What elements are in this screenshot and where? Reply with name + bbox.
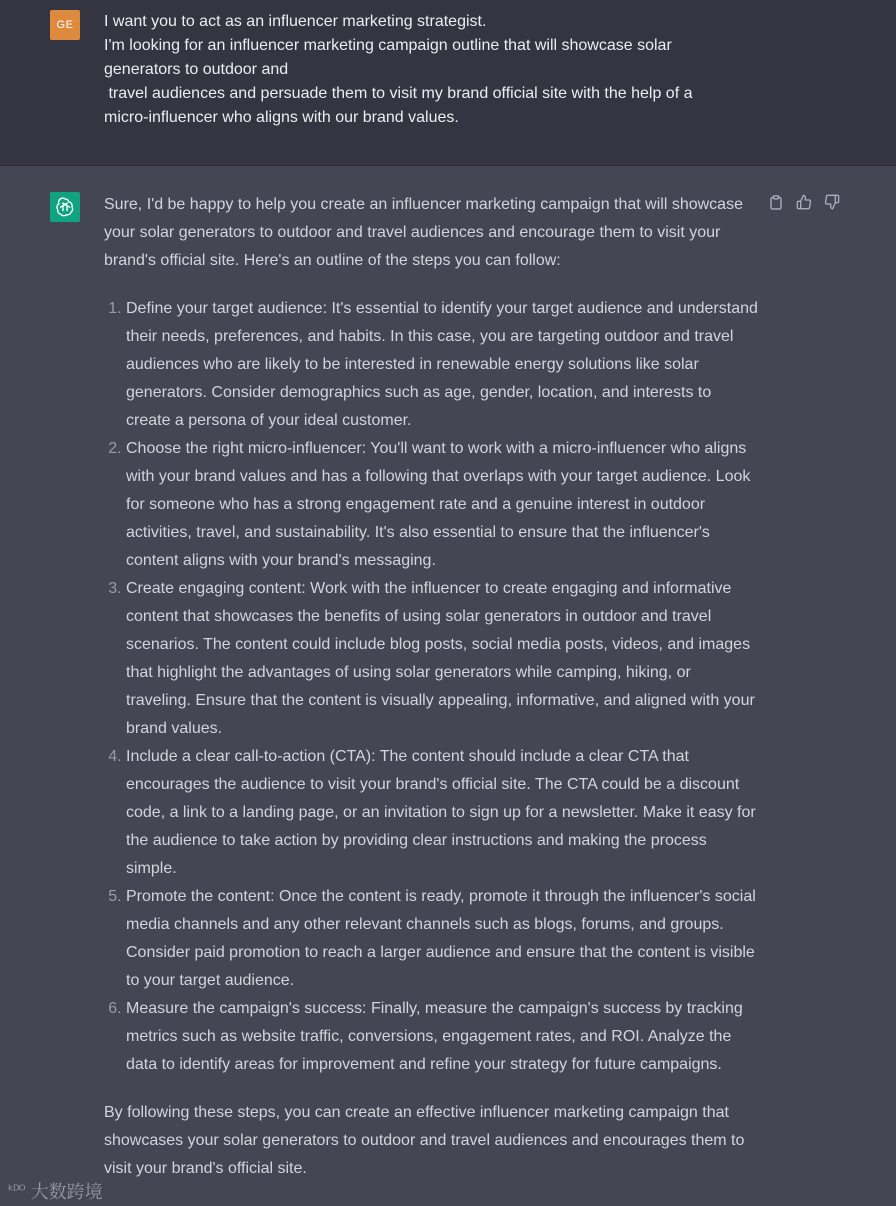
assistant-message-text [104, 191, 760, 1183]
assistant-message [0, 166, 896, 1206]
message-actions [768, 194, 840, 210]
thumbs-up-icon [796, 194, 812, 210]
list-item: 3. Create engaging content: Work with the influencer to create engaging and informative content that showcases the benefits of using solar generators in outdoor and travel scenarios. The content could include blog posts, social media posts, videos, and images that highlight the advantages of using solar generators while camping, hiking, or traveling. Ensure that the content is visually appealing, informative, and aligned with your brand values. [126, 575, 760, 743]
user-message-line: generators to outdoor and [104, 61, 289, 78]
watermark-text: 大数跨境 [30, 1182, 103, 1202]
assistant-avatar [50, 192, 80, 222]
watermark-logo: ᵏᴰᴼ [8, 1183, 25, 1199]
list-item: 6. Measure the campaign's success: Finally, measure the campaign's success by tracking metrics such as website traffic, conversions, engagement rates, and ROI. Analyze the data to identify areas for improvement and refine your strategy for future campaigns. [126, 995, 760, 1079]
list-item: 5. Promote the content: Once the content is ready, promote it through the influencer's social media channels and any other relevant channels such as blogs, forums, and groups. Consider paid promotion to reach a larger audience and ensure that the content is visible to your target audience. [126, 883, 760, 995]
user-message-line: I'm looking for an influencer marketing campaign outline that will showcase solar [104, 37, 672, 54]
openai-logo-icon [54, 196, 76, 218]
user-avatar: GE [50, 10, 80, 40]
list-item: 4. Include a clear call-to-action (CTA): The content should include a clear CTA that encourages the audience to visit your brand's official site. The CTA could be a discount code, a link to a landing page, or an invitation to sign up for a newsletter. Make it easy for the audience to take action by providing clear instructions and making the process simple. [126, 743, 760, 883]
user-message-text [104, 10, 764, 130]
thumbs-down-icon [824, 194, 840, 210]
list-item: 2. Choose the right micro-influencer: You'll want to work with a micro-influencer who aligns with your brand values and has a following that overlaps with your target audience. Look for someone who has a strong engagement rate and a genuine interest in outdoor activities, travel, and sustainability. It's also essential to ensure that the influencer's content aligns with your brand's messaging. [126, 435, 760, 575]
thumbs-down-button[interactable] [824, 194, 840, 210]
user-message-line: micro-influencer who aligns with our brand values. [104, 109, 459, 126]
thumbs-up-button[interactable] [796, 194, 812, 210]
user-message-line: I want you to act as an influencer marketing strategist. [104, 13, 487, 30]
steps-list [104, 295, 760, 1079]
user-message-line: travel audiences and persuade them to visit my brand official site with the help of a [104, 85, 693, 102]
assistant-conclusion: By following these steps, you can create an effective influencer marketing campaign that showcases your solar generators to outdoor and travel audiences and encourages them to visit your brand's official site. [104, 1104, 745, 1177]
copy-button[interactable] [768, 194, 784, 210]
user-message [0, 0, 896, 166]
assistant-intro: Sure, I'd be happy to help you create an influencer marketing campaign that will showcase your solar generators to outdoor and travel audiences and encourage them to visit your brand's official site. Here's an outline of the steps you can follow: [104, 196, 743, 269]
list-item: 1. Define your target audience: It's essential to identify your target audience and understand their needs, preferences, and habits. In this case, you are targeting outdoor and travel audiences who are likely to be interested in renewable energy solutions like solar generators. Consider demographics such as age, gender, location, and interests to create a persona of your ideal customer. [126, 295, 760, 435]
watermark [8, 1178, 103, 1204]
copy-icon [769, 195, 783, 210]
